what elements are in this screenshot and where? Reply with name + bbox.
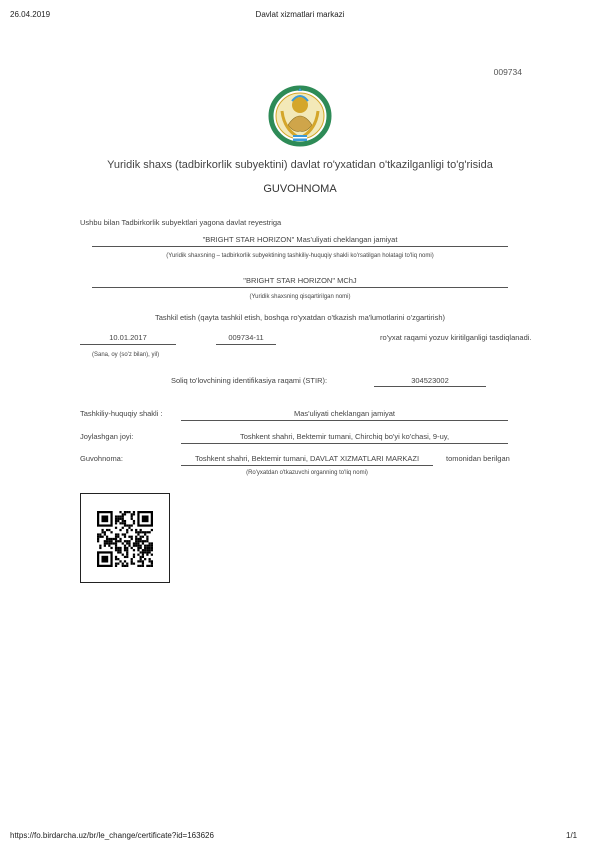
tin-underline: [374, 386, 486, 387]
full-name-underline: [92, 246, 508, 247]
full-name-caption: (Yuridik shaxsning – tadbirkorlik subyektining tashkiliy-huquqiy shakli ko'rsatilgan holatagi to'liq nomi): [166, 253, 434, 259]
registration-number: 009734-11: [228, 333, 264, 342]
qr-code: [97, 511, 153, 567]
print-date: 26.04.2019: [10, 10, 51, 19]
certificate-title: GUVOHNOMA: [263, 183, 337, 195]
tin-value: 304523002: [411, 376, 449, 385]
date-caption: (Sana, oy (so'z bilan), yil): [92, 352, 160, 358]
certificate-issuer-underline: [181, 465, 433, 466]
page-header-title: Davlat xizmatlari markazi: [255, 10, 345, 19]
certificate-label: Guvohnoma:: [80, 454, 123, 463]
certificate-tail: tomonidan berilgan: [446, 454, 510, 463]
registration-tail: ro'yxat raqami yozuv kiritilganligi tasdiqlanadi.: [380, 333, 532, 342]
registration-date: 10.01.2017: [109, 333, 147, 342]
intro-text: Ushbu bilan Tadbirkorlik subyektlari yagona davlat reyestriga: [80, 218, 282, 227]
location-value: Toshkent shahri, Bektemir tumani, Chirchiq bo'yi ko'chasi, 9-uy,: [239, 432, 450, 441]
location-label: Joylashgan joyi:: [80, 432, 134, 441]
short-name-caption: (Yuridik shaxsning qisqartirilgan nomi): [249, 294, 351, 300]
certificate-subtitle: Yuridik shaxs (tadbirkorlik subyektini) davlat ro'yxatidan o'tkazilganligi to'g'risida: [107, 159, 493, 171]
registration-date-underline: [80, 344, 176, 345]
short-name-value: "BRIGHT STAR HORIZON" MChJ: [243, 276, 357, 285]
action-text: Tashkil etish (qayta tashkil etish, boshqa ro'yxatdan o'tkazish ma'lumotlarini o'zgartirish): [154, 313, 446, 322]
legal-form-underline: [181, 420, 508, 421]
registration-number-underline: [216, 344, 276, 345]
page-number: 1/1: [566, 831, 578, 840]
legal-form-label: Tashkiliy-huquqiy shakli :: [80, 409, 163, 418]
tin-label: Soliq to'lovchining identifikasiya raqami (STIR):: [171, 376, 328, 385]
full-name-value: "BRIGHT STAR HORIZON" Mas'uliyati cheklangan jamiyat: [202, 235, 398, 244]
certificate-issuer-value: Toshkent shahri, Bektemir tumani, DAVLAT XIZMATLARI MARKAZI: [194, 454, 420, 463]
certificate-caption: (Ro'yxatdan o'tkazuvchi organning to'liq nomi): [246, 470, 368, 476]
legal-form-value: Mas'uliyati cheklangan jamiyat: [293, 409, 396, 418]
location-underline: [181, 443, 508, 444]
page-url[interactable]: https://fo.birdarcha.uz/br/le_change/certificate?id=163626: [10, 831, 214, 840]
state-emblem: [268, 85, 332, 147]
qr-code-box: [80, 493, 170, 583]
short-name-underline: [92, 287, 508, 288]
document-number: 009734: [493, 67, 522, 77]
